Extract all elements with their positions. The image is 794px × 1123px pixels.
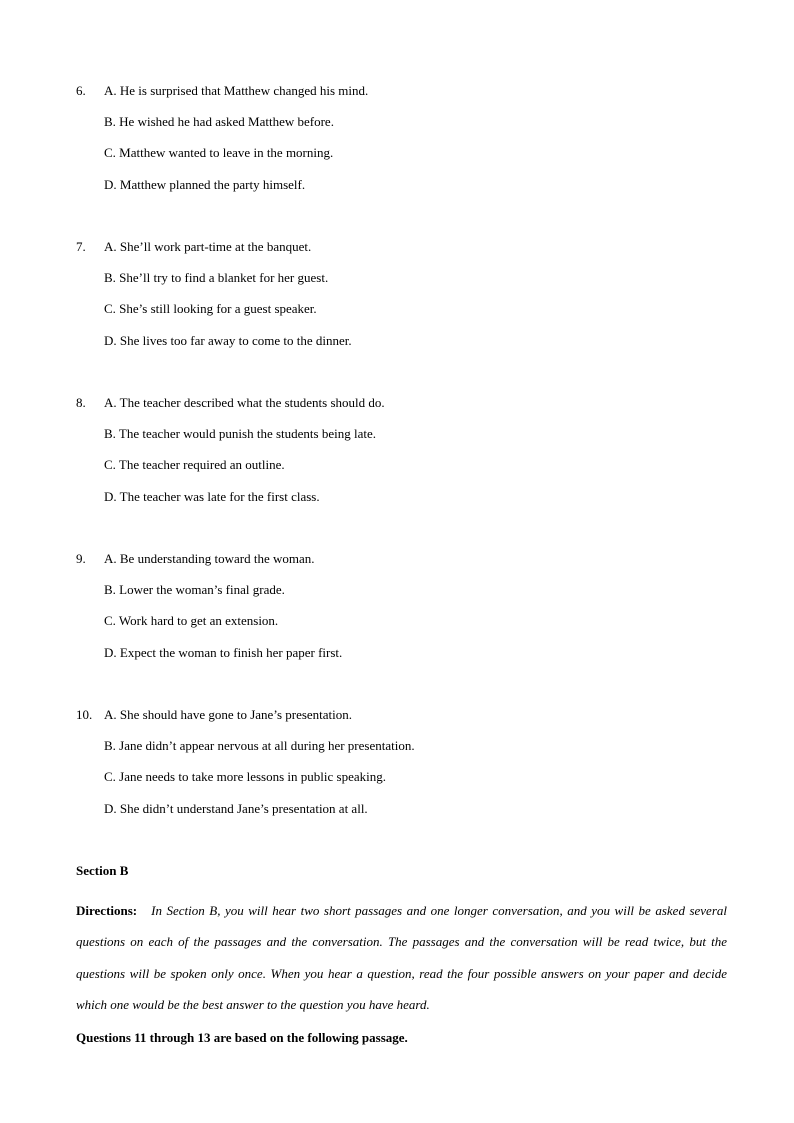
- option-b: B. Lower the woman’s final grade.: [104, 582, 285, 598]
- question-line: [76, 738, 736, 769]
- option-c: C. She’s still looking for a guest speaker.: [104, 301, 317, 317]
- directions-text: In Section B, you will hear two short passages and one longer conversation, and you will be asked several questions on each of the passages and the conversation. The passages and the conversation will be read twice, but the questions will be spoken only once. When you hear a question, read the four possible answers on your paper and decide which one would be the best answer to the question you have heard.: [76, 903, 727, 1013]
- question-line: [76, 395, 736, 426]
- question-number: 6.: [76, 83, 86, 98]
- option-a: A. The teacher described what the students should do.: [104, 395, 385, 410]
- option-c: C. Matthew wanted to leave in the morning.: [104, 145, 334, 161]
- option-b: B. He wished he had asked Matthew before.: [104, 114, 334, 130]
- question-line: [76, 301, 736, 332]
- option-c: C. Work hard to get an extension.: [104, 613, 279, 629]
- question-7: [76, 239, 736, 364]
- question-line: [76, 114, 736, 145]
- option-d: D. The teacher was late for the first class.: [104, 488, 320, 504]
- section-b-title: Section B: [76, 863, 129, 878]
- question-9: [76, 551, 736, 676]
- question-line: [76, 582, 736, 613]
- question-line: [76, 333, 736, 364]
- question-line: [76, 270, 736, 301]
- question-line: [76, 457, 736, 488]
- question-line: [76, 801, 736, 832]
- option-a: A. She’ll work part-time at the banquet.: [104, 239, 312, 254]
- question-line: [76, 145, 736, 176]
- question-line: [76, 239, 736, 270]
- option-c: C. Jane needs to take more lessons in public speaking.: [104, 769, 386, 785]
- question-number: 8.: [76, 395, 86, 410]
- option-b: B. The teacher would punish the students being late.: [104, 426, 376, 442]
- option-d: D. She lives too far away to come to the dinner.: [104, 332, 352, 348]
- option-c: C. The teacher required an outline.: [104, 457, 285, 473]
- question-line: [76, 177, 736, 208]
- question-line: [76, 83, 736, 114]
- section-b-directions: [76, 895, 727, 1021]
- question-8: [76, 395, 736, 520]
- question-line: [76, 551, 736, 582]
- option-d: D. She didn’t understand Jane’s presentation at all.: [104, 800, 368, 816]
- passage-heading: Questions 11 through 13 are based on the following passage.: [76, 1030, 408, 1045]
- question-10: [76, 707, 736, 832]
- question-line: [76, 707, 736, 738]
- question-number: 9.: [76, 551, 86, 566]
- question-line: [76, 645, 736, 676]
- option-a: A. Be understanding toward the woman.: [104, 551, 315, 566]
- option-a: A. He is surprised that Matthew changed his mind.: [104, 83, 369, 98]
- question-number: 7.: [76, 239, 86, 254]
- directions-label: Directions:: [76, 903, 138, 918]
- question-line: [76, 769, 736, 800]
- option-b: B. She’ll try to find a blanket for her guest.: [104, 270, 329, 286]
- option-d: D. Matthew planned the party himself.: [104, 176, 306, 192]
- question-number: 10.: [76, 707, 93, 722]
- option-a: A. She should have gone to Jane’s presentation.: [104, 707, 353, 722]
- question-line: [76, 613, 736, 644]
- option-b: B. Jane didn’t appear nervous at all during her presentation.: [104, 738, 415, 754]
- option-d: D. Expect the woman to finish her paper first.: [104, 644, 343, 660]
- question-6: [76, 83, 736, 208]
- question-line: [76, 426, 736, 457]
- question-line: [76, 489, 736, 520]
